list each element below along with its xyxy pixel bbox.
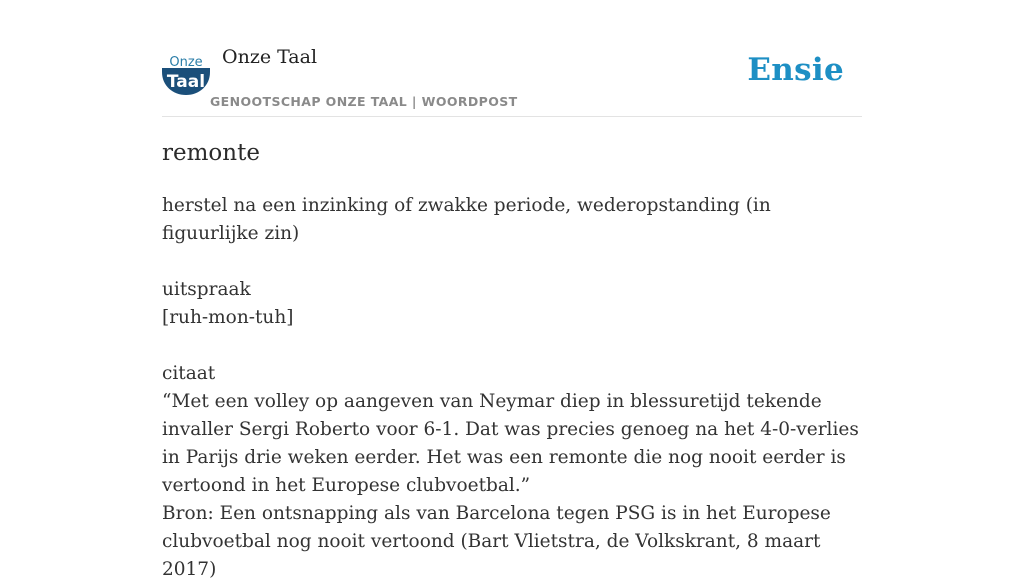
entry-title: remonte [162,140,260,166]
site-name[interactable]: Onze Taal [222,46,318,68]
spacer [162,248,862,276]
site-subtitle: GENOOTSCHAP ONZE TAAL | WOORDPOST [210,94,518,109]
pronunciation-label: uitspraak [162,279,251,300]
site-header [162,0,862,117]
quote-label: citaat [162,363,216,384]
spacer [162,332,862,360]
page-container [162,0,862,580]
quote-text: “Met een volley op aangeven van Neymar diep in blessuretijd tekende invaller Sergi Roberto voor 6-1. Dat was precies genoeg na het 4-0-verlies in Parijs drie weken eerder. Het was een remonte die nog nooit eerder is vertoond in het Europese clubvoetbal.” [162,391,859,496]
pronunciation-value: [ruh-mon-tuh] [162,307,294,328]
logo-top-word: Onze [169,55,203,70]
entry-content [162,192,862,584]
logo-bottom-word: Taal [166,72,206,92]
ensie-brand-logo[interactable]: Ensie [747,52,844,88]
quote-source: Bron: Een ontsnapping als van Barcelona tegen PSG is in het Europese clubvoetbal nog nooit vertoond (Bart Vlietstra, de Volkskrant, 8 maart 2017) [162,503,831,580]
onze-taal-logo[interactable] [162,52,210,96]
entry-definition: herstel na een inzinking of zwakke periode, wederopstanding (in figuurlijke zin) [162,195,771,244]
